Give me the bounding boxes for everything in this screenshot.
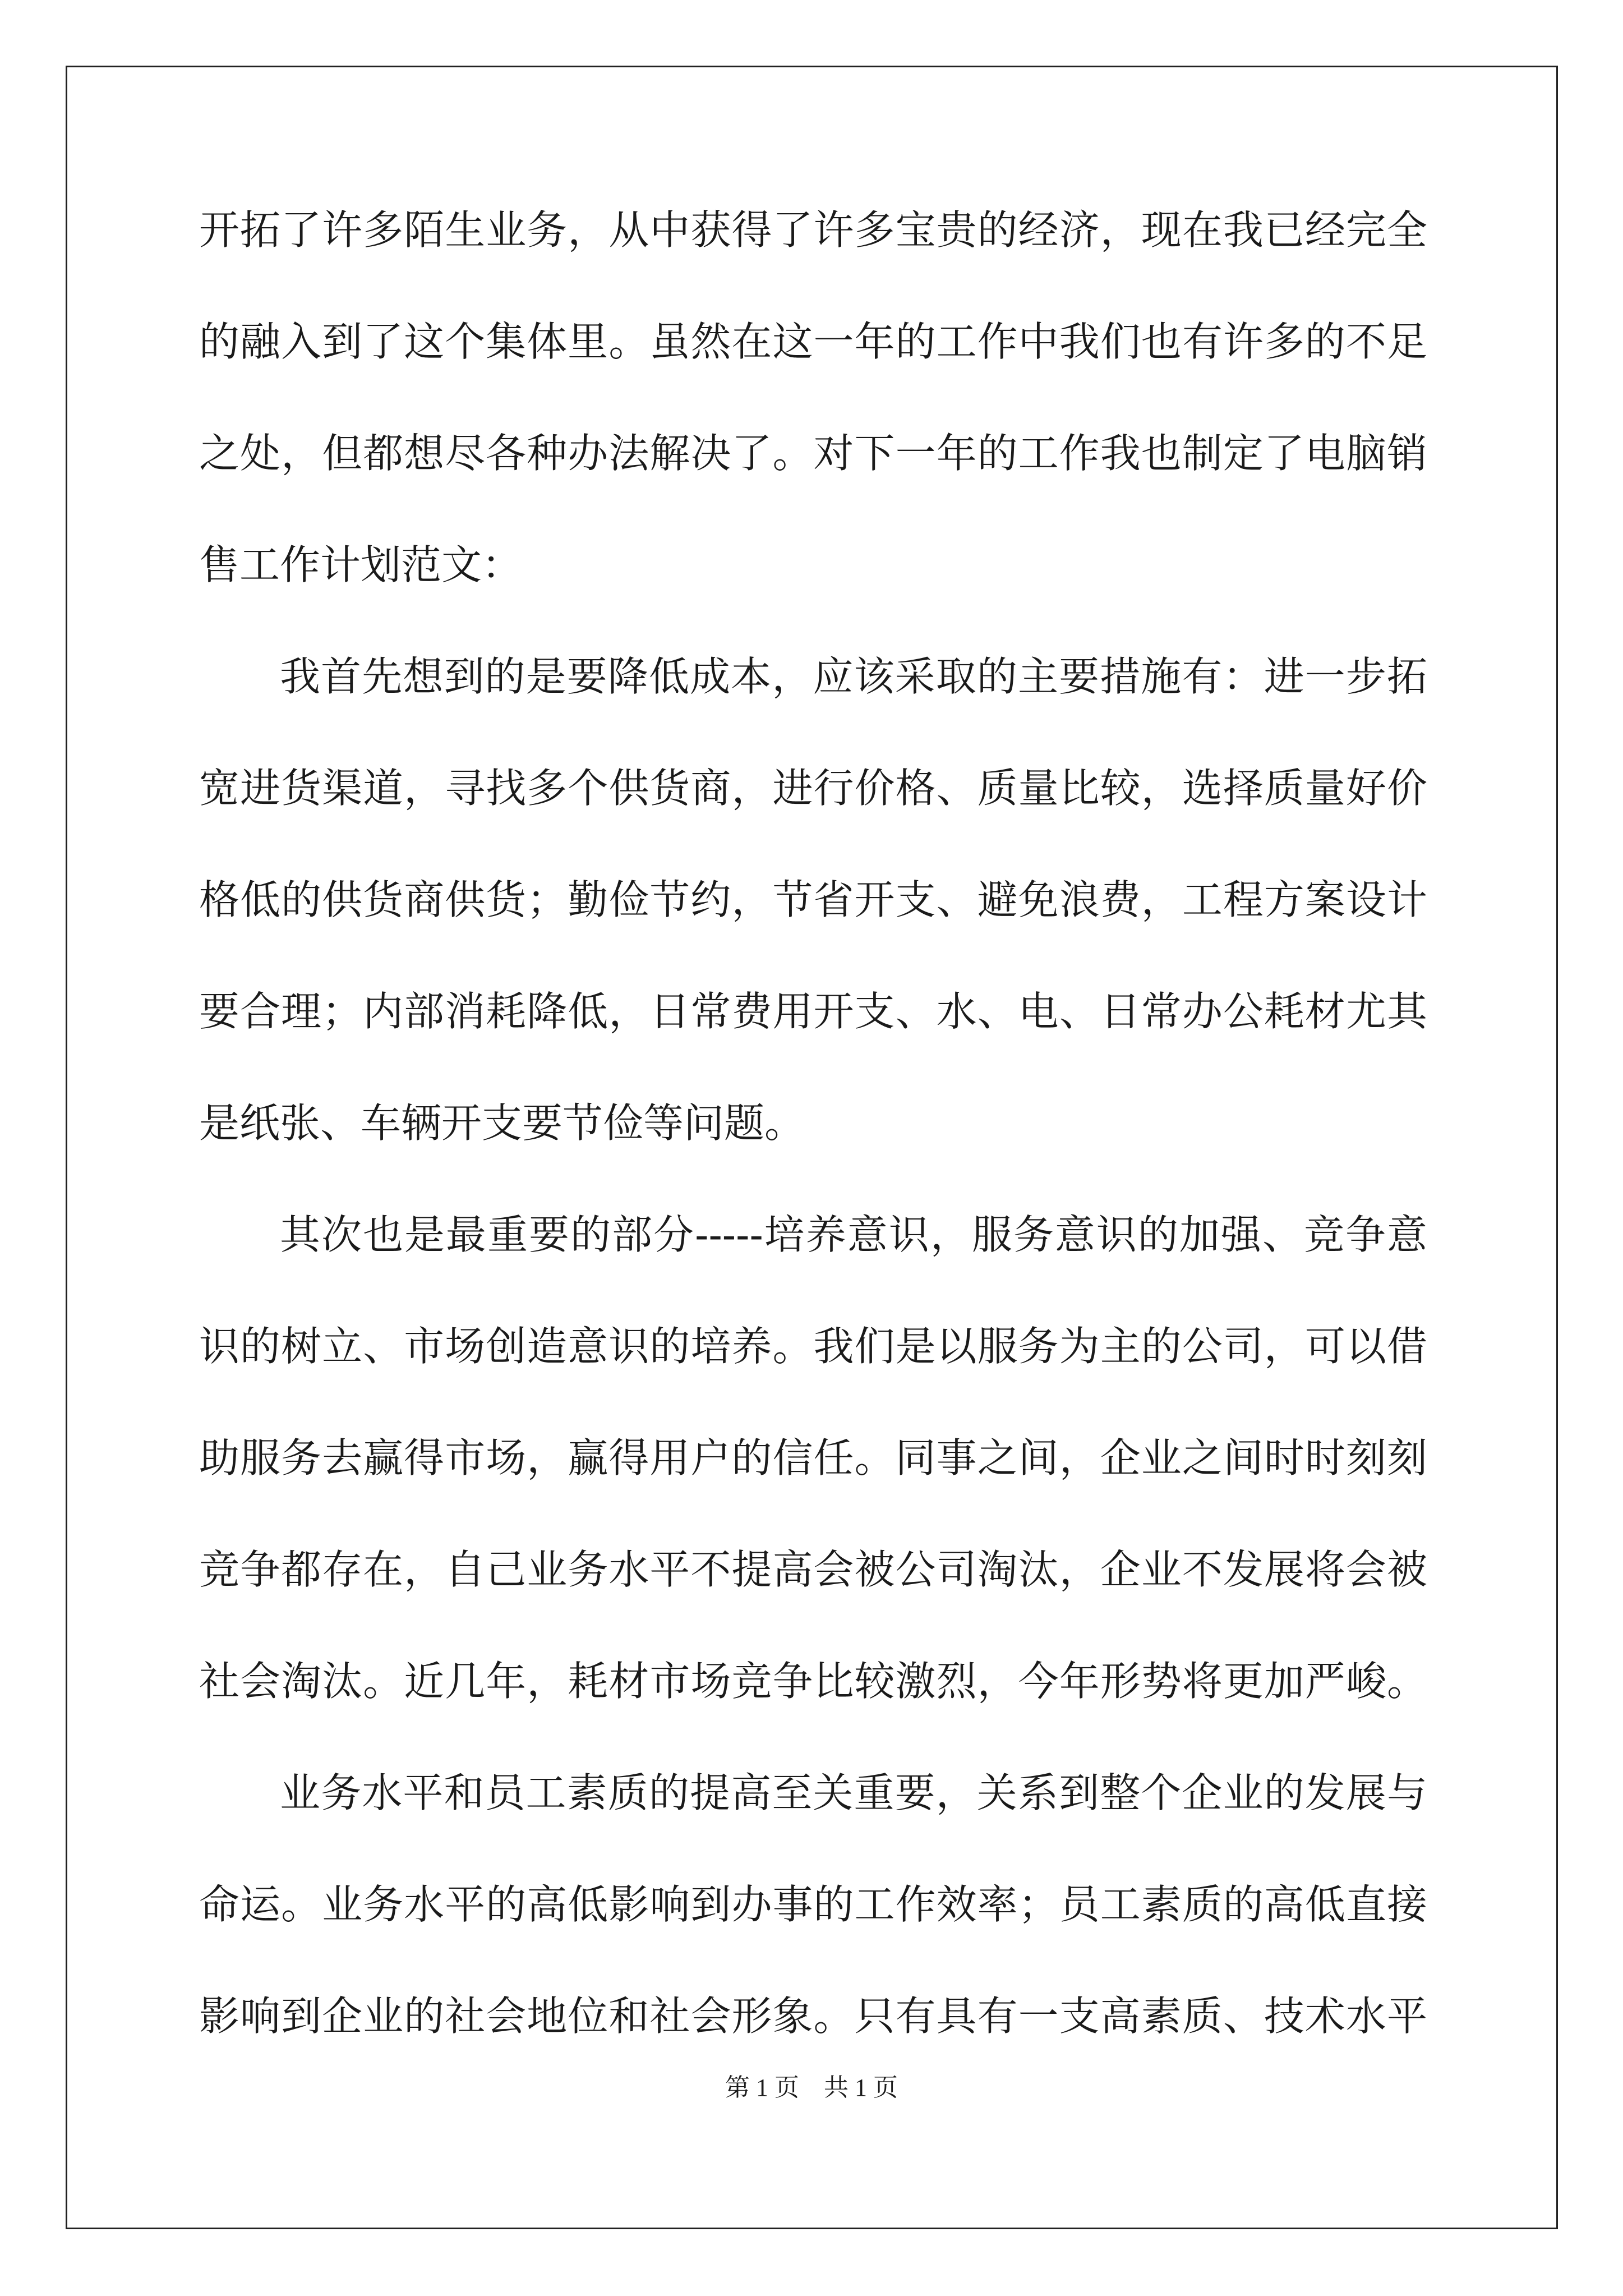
paragraph-3-line-3: 助服务去赢得市场，赢得用户的信任。同事之间，企业之间时时刻刻	[199, 1434, 1427, 1481]
paragraph-1-line-3: 之处，但都想尽各种办法解决了。对下一年的工作我也制定了电脑销	[199, 430, 1427, 477]
paragraph-2-line-5: 是纸张、车辆开支要节俭等问题。	[199, 1099, 805, 1147]
paragraph-4-line-2: 命运。业务水平的高低影响到办事的工作效率；员工素质的高低直接	[199, 1881, 1427, 1928]
paragraph-2-line-1: 我首先想到的是要降低成本，应该采取的主要措施有：进一步拓	[280, 653, 1427, 700]
paragraph-3-line-1: 其次也是最重要的部分-----培养意识，服务意识的加强、竞争意	[280, 1211, 1427, 1258]
page-footer: 第 1 页 共 1 页	[725, 2074, 898, 2101]
paragraph-1-line-2: 的融入到了这个集体里。虽然在这一年的工作中我们也有许多的不足	[199, 318, 1427, 365]
paragraph-2-line-2: 宽进货渠道，寻找多个供货商，进行价格、质量比较，选择质量好价	[199, 765, 1427, 812]
paragraph-4-line-1: 业务水平和员工素质的提高至关重要，关系到整个企业的发展与	[280, 1769, 1427, 1816]
paragraph-1-line-1: 开拓了许多陌生业务，从中获得了许多宝贵的经济，现在我已经完全	[199, 206, 1427, 254]
paragraph-4-line-3: 影响到企业的社会地位和社会形象。只有具有一支高素质、技术水平	[199, 1993, 1427, 2040]
paragraph-3-line-4: 竞争都存在，自己业务水平不提高会被公司淘汰，企业不发展将会被	[199, 1546, 1427, 1593]
paragraph-1-line-4: 售工作计划范文：	[199, 541, 523, 588]
paragraph-2-line-4: 要合理；内部消耗降低，日常费用开支、水、电、日常办公耗材尤其	[199, 988, 1427, 1035]
paragraph-2-line-3: 格低的供货商供货；勤俭节约，节省开支、避免浪费，工程方案设计	[199, 876, 1427, 923]
paragraph-3-line-5: 社会淘汰。近几年，耗材市场竞争比较激烈，今年形势将更加严峻。	[199, 1658, 1427, 1705]
paragraph-3-line-2: 识的树立、市场创造意识的培养。我们是以服务为主的公司，可以借	[199, 1323, 1427, 1370]
